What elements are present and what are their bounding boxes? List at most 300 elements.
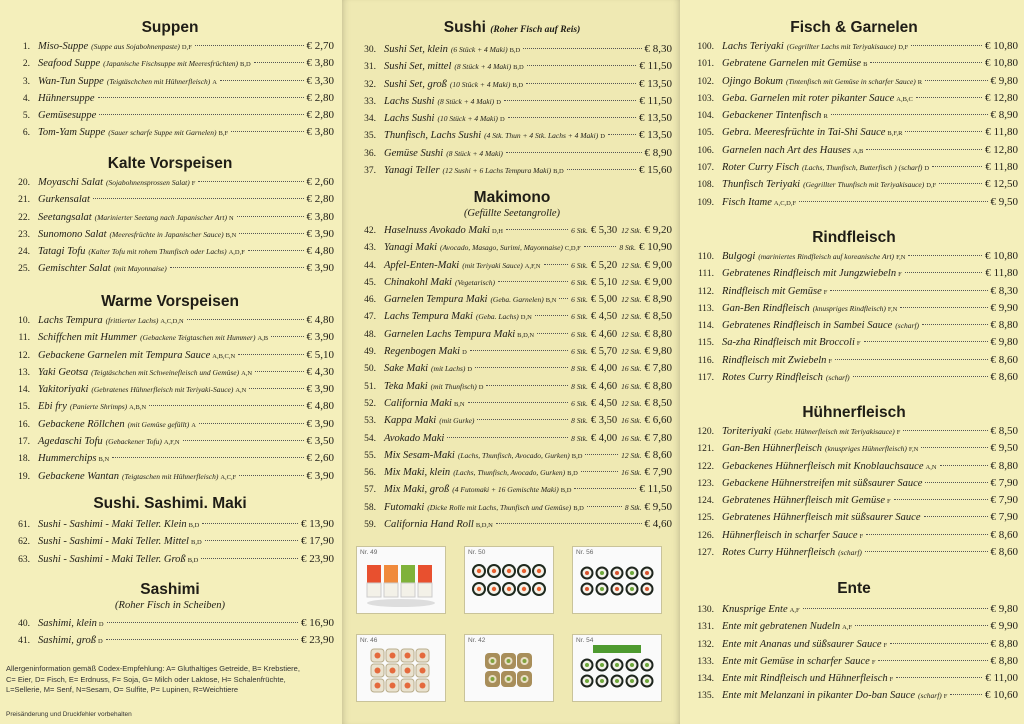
item-price: € 9,90 <box>990 301 1018 314</box>
item-price: € 4,30 <box>306 365 334 378</box>
item-number: 33. <box>364 96 376 107</box>
item-name: Sake Maki <box>384 363 429 375</box>
item-number: 23. <box>18 229 30 240</box>
portion-small: 8 Stk. <box>571 364 588 374</box>
item-name: California Hand Roll <box>384 519 474 531</box>
item-allergens: D <box>478 383 484 391</box>
section-sashimi <box>6 580 334 650</box>
photo-label: Nr. 49 <box>360 549 378 556</box>
dot-leader <box>202 523 298 524</box>
menu-item <box>690 90 1018 107</box>
item-price: € 9,80 <box>644 345 672 358</box>
item-allergens: A,D,F <box>228 249 245 257</box>
section-fisch-garnelen <box>690 18 1018 211</box>
item-name: Mix Sesam-Maki <box>384 449 455 461</box>
item-allergens: B,F,R <box>887 130 903 138</box>
item-description: (Sauer scharfe Suppe mit Garnelen) <box>108 128 217 138</box>
portion-small: 6 Stk. <box>571 260 588 270</box>
photo-label: Nr. 54 <box>576 637 594 644</box>
item-description: (Gebackene Teigtaschen mit Hummer) <box>140 333 256 343</box>
item-name: Mix Maki, groß <box>384 484 450 496</box>
item-price: € 9,50 <box>990 195 1018 208</box>
item-price: € 2,60 <box>306 452 334 465</box>
item-number: 5. <box>22 111 30 122</box>
allergen-line: L=Sellerie, M= Senf, N=Sesam, O= Sulfite, P= Lupinen, R=Weichtiere <box>6 685 239 694</box>
item-name: Gebratenes Hühnerfleisch mit Gemüse <box>722 495 886 507</box>
item-name: Gemüse Sushi <box>384 147 444 159</box>
portion-large: 12 Stk. <box>621 398 642 408</box>
sushi-photo <box>464 634 554 702</box>
dot-leader <box>922 324 987 325</box>
item-price: € 11,50 <box>639 483 672 496</box>
item-allergens: F,N <box>896 254 906 261</box>
item-price: € 16,90 <box>301 617 334 629</box>
item-price: € 3,90 <box>306 331 334 344</box>
dot-leader <box>853 376 988 377</box>
item-number: 101. <box>697 59 714 70</box>
dot-leader <box>940 465 988 466</box>
menu-item <box>6 347 334 364</box>
menu-item <box>352 145 672 162</box>
menu-item <box>6 364 334 381</box>
item-name: Ente mit Melanzani in pikanter Do-ban Sauce <box>722 690 916 702</box>
dot-leader <box>799 201 987 202</box>
dot-leader <box>870 62 982 63</box>
item-allergens: R <box>917 78 923 86</box>
dot-leader <box>587 506 622 507</box>
item-name: Sushi Set, klein <box>384 44 448 55</box>
item-allergens: A,F,N <box>163 439 180 447</box>
menu-item <box>690 458 1018 475</box>
item-number: 45. <box>364 277 376 288</box>
section-title: Warme Vorspeisen <box>101 293 239 310</box>
item-number: 37. <box>364 166 376 177</box>
dot-leader <box>574 488 636 489</box>
menu-item <box>352 257 672 274</box>
sushi-photo <box>572 634 662 702</box>
item-price: € 8,60 <box>990 371 1018 384</box>
item-name: Lachs Teriyaki <box>722 41 784 52</box>
sushi-photo <box>356 634 446 702</box>
item-number: 16. <box>18 419 30 430</box>
item-name: Ojingo Bokum <box>722 75 783 87</box>
item-name: Gebratene Garnelen mit Gemüse <box>722 58 862 70</box>
section-title <box>352 18 672 40</box>
item-description: (Dicke Rolle mit Lachs, Thunfisch und Gemüse) <box>427 502 572 512</box>
item-allergens: B,N <box>453 400 465 408</box>
menu-item <box>352 395 672 412</box>
menu-panel-left <box>0 0 342 724</box>
menu-item <box>352 93 672 110</box>
menu-item <box>6 73 334 90</box>
item-allergens: F <box>896 429 901 436</box>
item-description: (Vegetarisch) <box>454 277 495 287</box>
item-number: 134. <box>697 674 714 685</box>
item-description: (Marinierter Seetang nach Japanischer Art) <box>94 212 228 222</box>
item-description: (Lachs, Thunfisch, Avocado, Gurken) <box>453 468 566 478</box>
menu-item <box>690 38 1018 55</box>
item-name: Lachs Tempura <box>38 315 103 326</box>
menu-item <box>6 90 334 107</box>
item-price: € 7,80 <box>644 431 672 444</box>
item-number: 132. <box>697 639 714 650</box>
item-description: (mit Gemüse gefüllt) <box>127 419 190 429</box>
section-title: Sashimi <box>140 581 200 598</box>
dot-leader <box>187 319 304 320</box>
menu-item <box>690 653 1018 670</box>
section-ente <box>690 579 1018 705</box>
item-price: € 3,90 <box>306 227 334 240</box>
item-number: 1. <box>22 42 30 52</box>
item-name: Seetangsalat <box>38 211 92 223</box>
item-name: Sashimi, klein <box>38 618 97 629</box>
item-number: 103. <box>697 93 714 104</box>
menu-item <box>690 492 1018 509</box>
menu-item <box>6 433 334 450</box>
item-description: (knuspriges Hühnerfleisch) <box>825 444 907 454</box>
dot-leader <box>608 134 636 135</box>
menu-panel-middle <box>342 0 680 724</box>
item-number: 53. <box>364 416 376 427</box>
section-title: Makimono <box>473 189 551 206</box>
item-allergens: B,N <box>98 456 110 464</box>
item-price: € 7,80 <box>644 362 672 375</box>
item-number: 120. <box>697 427 714 437</box>
item-name: Avokado Maki <box>384 432 445 444</box>
menu-item <box>690 670 1018 687</box>
item-price: € 23,90 <box>301 552 334 565</box>
item-description: (mit Teriyaki Sauce) <box>462 260 523 270</box>
menu-item <box>690 265 1018 282</box>
item-allergens: D,F <box>926 182 937 190</box>
dot-leader <box>831 114 988 115</box>
item-number: 31. <box>364 62 376 73</box>
item-name: Futomaki <box>384 501 425 513</box>
item-price: € 9,50 <box>990 442 1018 455</box>
item-allergens: A,B,N <box>129 404 147 412</box>
photo-label: Nr. 46 <box>360 637 378 644</box>
menu-item <box>6 124 334 141</box>
item-name: Ente mit gebratenen Nudeln <box>722 621 841 633</box>
section-subtitle: (Roher Fisch in Scheiben) <box>115 600 225 611</box>
item-allergens: A,B <box>257 335 269 343</box>
menu-item <box>6 312 334 329</box>
item-description: (mit Gurke) <box>439 416 475 426</box>
portion-large: 12 Stk. <box>621 277 642 287</box>
item-allergens: B,D <box>513 64 524 72</box>
portion-small: 8 Stk. <box>571 381 588 391</box>
item-price: € 2,80 <box>306 91 334 104</box>
item-name: Lachs Sushi <box>384 113 435 125</box>
dot-leader <box>865 551 988 552</box>
item-description: (Meeresfrüchte in Japanischer Sauce) <box>109 229 224 239</box>
item-price: € 23,90 <box>301 634 334 647</box>
menu-item <box>690 687 1018 704</box>
item-name: Wan-Tun Suppe <box>38 75 104 87</box>
item-number: 122. <box>697 461 714 472</box>
dot-leader <box>932 166 982 167</box>
item-number: 57. <box>364 485 376 496</box>
menu-item <box>690 107 1018 124</box>
item-name: Yakitoriyaki <box>38 384 89 396</box>
portion-large: 8 Stk. <box>624 502 642 512</box>
dot-leader <box>950 694 982 695</box>
item-name: Sashimi, groß <box>38 635 96 647</box>
item-price: € 11,50 <box>639 94 672 107</box>
dot-leader <box>537 333 568 334</box>
item-number: 105. <box>697 128 714 139</box>
item-name: Sunomono Salat <box>38 228 107 240</box>
item-price: € 11,80 <box>985 161 1018 174</box>
item-description: (Gebackener Tofu) <box>105 437 162 447</box>
menu-item <box>690 544 1018 561</box>
item-allergens: B,D <box>512 81 524 89</box>
item-number: 62. <box>18 537 30 548</box>
menu-item <box>352 343 672 360</box>
item-price: € 3,90 <box>306 262 334 275</box>
section-title-note: (Roher Fisch auf Reis) <box>490 25 581 35</box>
item-name: Rindfleisch mit Zwiebeln <box>722 354 827 366</box>
menu-item <box>690 334 1018 351</box>
item-price: € 7,90 <box>990 511 1018 524</box>
item-number: 55. <box>364 450 376 461</box>
item-name: Lachs Sushi <box>384 95 435 107</box>
item-price: € 7,90 <box>990 494 1018 507</box>
dot-leader <box>106 639 298 640</box>
item-number: 20. <box>18 178 30 188</box>
item-name: Gemischter Salat <box>38 263 111 275</box>
item-allergens: F <box>191 180 196 187</box>
item-name: Gebratenes Rindfleisch mit Jungzwiebeln <box>722 268 897 280</box>
menu-item <box>690 317 1018 334</box>
item-description: (Gegrillter Lachs mit Teriyakisauce) <box>786 42 897 51</box>
item-price: € 12,50 <box>985 178 1018 191</box>
item-name: Gebackener Tintenfisch <box>722 110 822 122</box>
item-allergens: N <box>229 214 234 222</box>
item-number: 113. <box>697 303 714 314</box>
dot-leader <box>231 131 303 132</box>
dot-leader <box>924 516 988 517</box>
item-price: € 4,80 <box>306 400 334 413</box>
item-allergens: D <box>97 638 103 646</box>
item-number: 54. <box>364 433 376 444</box>
dot-leader <box>506 229 568 230</box>
menu-item <box>690 73 1018 90</box>
item-price: € 9,80 <box>990 74 1018 87</box>
item-allergens: F <box>889 676 894 684</box>
menu-item <box>6 398 334 415</box>
portion-large: 16 Stk. <box>621 468 642 478</box>
dot-leader <box>149 405 303 406</box>
item-description: (scharf) <box>825 373 850 383</box>
portion-large: 16 Stk. <box>621 433 642 443</box>
item-allergens: B,D <box>573 504 584 512</box>
item-price: € 11,80 <box>985 126 1018 139</box>
item-allergens: A,B <box>852 147 864 155</box>
menu-item <box>352 516 672 533</box>
dot-leader <box>878 660 987 661</box>
item-number: 126. <box>697 530 714 541</box>
item-allergens: C,D,F <box>564 245 581 253</box>
dot-leader <box>581 471 618 472</box>
item-allergens: R <box>823 113 828 121</box>
item-allergens: D,N <box>520 314 532 322</box>
item-name: Schiffchen mit Hummer <box>38 332 138 344</box>
menu-item <box>6 450 334 467</box>
item-price: € 8,60 <box>990 528 1018 541</box>
item-allergens: F <box>898 271 902 279</box>
item-name: Fisch Itame <box>722 196 772 208</box>
menu-item <box>690 159 1018 176</box>
item-price: € 13,50 <box>639 77 672 90</box>
section-suppen <box>6 18 334 142</box>
item-number: 21. <box>18 195 30 206</box>
item-name: Gebackene Röllchen <box>38 418 125 430</box>
dot-leader <box>112 457 303 458</box>
item-allergens: A,N <box>925 463 937 471</box>
item-number: 32. <box>364 79 376 90</box>
section-title: Suppen <box>141 19 199 36</box>
menu-item <box>690 475 1018 492</box>
item-price: € 12,80 <box>985 91 1018 104</box>
sushi-photo <box>356 546 446 614</box>
dot-leader <box>905 272 983 273</box>
menu-item <box>352 41 672 58</box>
item-description: (frittierter Lachs) <box>105 316 159 325</box>
menu-item <box>352 291 672 308</box>
menu-item <box>352 464 672 481</box>
dot-leader <box>477 419 568 420</box>
item-name: Rotes Curry Hühnerfleisch <box>722 547 836 559</box>
item-allergens: F <box>828 357 833 365</box>
portion-large: 12 Stk. <box>621 450 642 460</box>
section-rindfleisch <box>690 228 1018 386</box>
section-title: Ente <box>837 580 871 597</box>
portion-large: 16 Stk. <box>621 381 642 391</box>
item-number: 49. <box>364 347 376 358</box>
item-number: 4. <box>22 93 30 104</box>
item-name: Ente mit Ananas und süßsaurer Sauce <box>722 638 882 650</box>
menu-item <box>352 360 672 377</box>
dot-leader <box>447 437 568 438</box>
item-description: (scharf) <box>918 691 942 701</box>
item-name: Ente mit Rindfleisch und Hühnerfleisch <box>722 673 888 685</box>
item-description: (Sojabohnensprossen Salat) <box>106 178 190 187</box>
item-number: 52. <box>364 398 376 409</box>
item-allergens: D <box>467 366 473 374</box>
item-name: Geba. Garnelen mit roter pikanter Sauce <box>722 92 895 104</box>
item-number: 47. <box>364 312 376 323</box>
item-name: Gebackene Hühnerstreifen mit süßsaurer Sauce <box>722 477 923 489</box>
item-number: 10. <box>18 316 30 326</box>
section-kalte-vorspeisen <box>6 154 334 278</box>
item-price: € 9,00 <box>644 275 672 288</box>
menu-item <box>352 378 672 395</box>
item-description: (12 Sushi + 6 Lachs Tempura Maki) <box>442 166 552 176</box>
dot-leader <box>544 264 569 265</box>
item-description: (mit Thunfisch) <box>430 381 477 391</box>
price-small: € 5,30 <box>590 225 618 236</box>
item-name: Thunfisch, Lachs Sushi <box>384 130 482 142</box>
dot-leader <box>925 80 987 81</box>
menu-item <box>6 55 334 72</box>
item-number: 19. <box>18 471 30 482</box>
item-description: (Lachs, Thunfisch, Avocado, Gurken) <box>457 450 570 460</box>
item-price: € 3,80 <box>306 57 334 70</box>
item-number: 41. <box>18 636 30 647</box>
item-name: Roter Curry Fisch <box>722 162 799 174</box>
menu-item <box>690 176 1018 193</box>
item-description: (Gegrillter Thunfisch mit Teriyakisauce) <box>803 180 925 190</box>
menu-item <box>352 412 672 429</box>
item-description: (knuspriges Rindfleisch) <box>812 303 886 313</box>
dot-leader <box>205 540 298 541</box>
item-price: € 8,30 <box>990 284 1018 297</box>
price-small: € 4,50 <box>590 311 618 323</box>
item-name: Ebi fry <box>38 401 67 413</box>
portion-large: 12 Stk. <box>621 329 642 339</box>
item-number: 13. <box>18 367 30 378</box>
menu-item <box>6 468 334 485</box>
menu-item <box>6 381 334 398</box>
price-small: € 5,10 <box>590 276 618 288</box>
portion-small: 8 Stk. <box>571 433 588 443</box>
menu-item <box>690 194 1018 211</box>
item-description: (scharf) <box>895 321 920 331</box>
item-price: € 8,50 <box>644 396 672 409</box>
item-price: € 4,60 <box>644 518 672 531</box>
item-allergens: F <box>883 641 888 649</box>
item-name: Gurkensalat <box>38 194 90 206</box>
item-price: € 5,10 <box>306 348 334 361</box>
item-number: 104. <box>697 111 714 122</box>
dot-leader <box>864 341 988 342</box>
dot-leader <box>903 430 987 431</box>
item-allergens: F <box>823 288 828 296</box>
item-name: Knusprige Ente <box>722 604 788 615</box>
dot-leader <box>470 350 568 351</box>
section-title: Sushi. Sashimi. Maki <box>93 495 247 512</box>
item-allergens: A,N <box>235 387 247 395</box>
item-price: € 17,90 <box>301 535 334 548</box>
dot-leader <box>584 246 617 247</box>
dot-leader <box>504 100 637 101</box>
item-price: € 8,50 <box>644 310 672 323</box>
item-description: (Gebr. Hühnerfleisch mit Teriyakisauce) <box>774 427 895 436</box>
item-name: Sushi - Sashimi - Maki Teller. Klein <box>38 519 187 530</box>
item-price: € 15,60 <box>639 164 672 177</box>
item-allergens: A,B,C,N <box>212 352 236 360</box>
item-price: € 8,80 <box>990 637 1018 650</box>
item-name: Rindfleisch mit Gemüse <box>722 285 822 297</box>
portion-small: 6 Stk. <box>571 295 588 305</box>
section-huehnerfleisch <box>690 403 1018 561</box>
item-description: (Geba. Lachs) <box>475 312 519 322</box>
menu-item <box>6 226 334 243</box>
item-allergens: F <box>943 693 948 701</box>
dot-leader <box>900 307 987 308</box>
item-allergens: B,D,N <box>517 331 535 339</box>
price-small: € 4,00 <box>590 363 618 375</box>
section-sushi-sashimi-maki <box>6 494 334 568</box>
item-price: € 9,50 <box>644 500 672 513</box>
item-price: € 10,80 <box>985 57 1018 70</box>
menu-item <box>6 615 334 632</box>
item-number: 22. <box>18 212 30 223</box>
dot-leader <box>201 558 298 559</box>
section-subtitle: (Gefüllte Seetangrolle) <box>463 208 561 219</box>
dot-leader <box>237 216 304 217</box>
